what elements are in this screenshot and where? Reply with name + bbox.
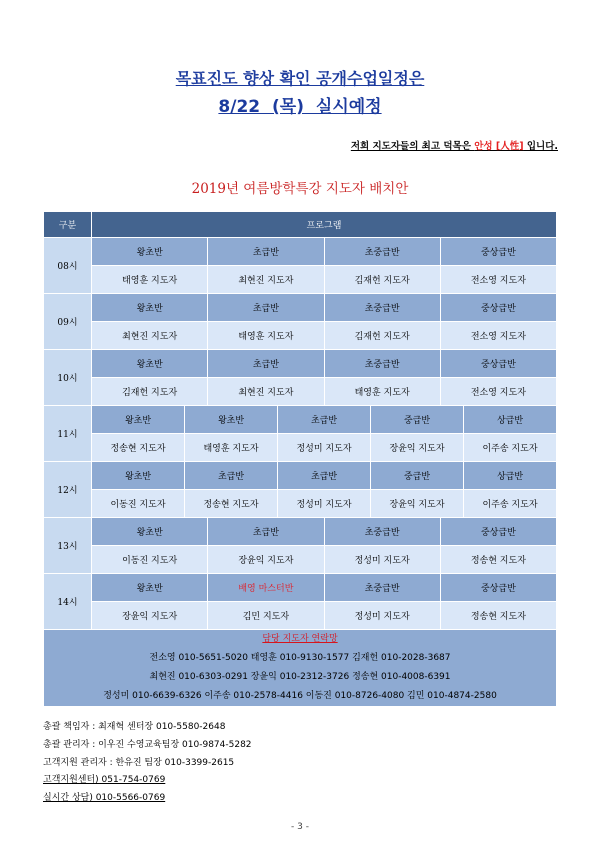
title-line-2: 8/22 (목) 실시예정	[218, 97, 382, 117]
footer-contacts	[43, 719, 252, 808]
teacher-cell: 이주송 지도자	[464, 434, 557, 462]
class-cell: 중급반	[371, 462, 464, 490]
class-cell: 왕초반	[185, 406, 278, 434]
class-cell: 중상급반	[440, 574, 556, 602]
header-category: 구분	[44, 212, 92, 238]
teacher-cell: 태영훈 지도자	[92, 266, 208, 294]
class-cell: 왕초반	[92, 350, 208, 378]
header-program: 프로그램	[92, 212, 557, 238]
footer-line-live-chat: 실시간 상담) 010-5566-0769	[43, 793, 166, 804]
class-cell: 상급반	[464, 406, 557, 434]
motto-prefix: 저희 지도자들의 최고 덕목은	[350, 141, 475, 152]
class-cell: 상급반	[464, 462, 557, 490]
class-cell: 왕초반	[92, 574, 208, 602]
teacher-cell: 정송현 지도자	[440, 546, 556, 574]
teacher-cell: 이동진 지도자	[92, 546, 208, 574]
contact-cell	[44, 630, 557, 707]
class-cell: 초급반	[208, 350, 324, 378]
class-cell: 중상급반	[440, 294, 556, 322]
teacher-cell: 장윤익 지도자	[371, 434, 464, 462]
class-cell: 초중급반	[324, 238, 440, 266]
class-cell: 초급반	[185, 462, 278, 490]
class-cell: 초중급반	[324, 518, 440, 546]
footer-line-support-center: 고객지원센터) 051-754-0769	[43, 775, 166, 786]
teacher-cell: 이동진 지도자	[92, 490, 185, 518]
motto-suffix: 입니다.	[523, 141, 558, 152]
teacher-cell: 정성미 지도자	[278, 490, 371, 518]
time-cell: 11시	[44, 406, 92, 462]
time-cell: 13시	[44, 518, 92, 574]
teacher-cell: 최현진 지도자	[92, 322, 208, 350]
teacher-cell: 정성미 지도자	[324, 546, 440, 574]
contact-line: 전소영 010-5651-5020 태영훈 010-9130-1577 김재헌 010-2028-3687	[149, 653, 451, 663]
class-cell: 초급반	[278, 406, 371, 434]
teacher-cell: 김재헌 지도자	[324, 266, 440, 294]
class-cell: 중상급반	[440, 238, 556, 266]
contact-line: 최현진 010-6303-0291 장윤익 010-2312-3726 정송현 010-4008-6391	[149, 672, 451, 682]
teacher-cell: 장윤익 지도자	[92, 602, 208, 630]
teacher-cell: 정성미 지도자	[278, 434, 371, 462]
plan-title: 2019년 여름방학특강 지도자 배치안	[191, 181, 409, 197]
time-cell: 12시	[44, 462, 92, 518]
teacher-cell: 김재헌 지도자	[324, 322, 440, 350]
class-cell: 왕초반	[92, 462, 185, 490]
contact-title: 담당 지도자 연락망	[262, 634, 338, 644]
footer-line-manager: 총괄 책임자 : 최재혁 센터장 010-5580-2648	[43, 722, 226, 732]
time-cell: 14시	[44, 574, 92, 630]
class-cell: 왕초반	[92, 238, 208, 266]
class-cell: 초급반	[208, 294, 324, 322]
class-cell: 왕초반	[92, 406, 185, 434]
class-cell: 중급반	[371, 406, 464, 434]
teacher-cell: 전소영 지도자	[440, 322, 556, 350]
teacher-cell: 장윤익 지도자	[371, 490, 464, 518]
class-cell: 중상급반	[440, 518, 556, 546]
teacher-cell: 김민 지도자	[208, 602, 324, 630]
class-cell-highlight: 배영 마스터반	[208, 574, 324, 602]
footer-line-admin: 총괄 관리자 : 이우진 수영교육팀장 010-9874-5282	[43, 739, 252, 750]
teacher-cell: 정송현 지도자	[185, 490, 278, 518]
teacher-cell: 정송현 지도자	[440, 602, 556, 630]
teacher-cell: 전소영 지도자	[440, 378, 556, 406]
class-cell: 초중급반	[324, 294, 440, 322]
contact-line: 정성미 010-6639-6326 이주송 010-2578-4416 이동진 010-8726-4080 김민 010-4874-2580	[103, 691, 497, 701]
time-cell: 09시	[44, 294, 92, 350]
teacher-cell: 정성미 지도자	[324, 602, 440, 630]
class-cell: 초중급반	[324, 574, 440, 602]
teacher-cell: 태영훈 지도자	[208, 322, 324, 350]
class-cell: 중상급반	[440, 350, 556, 378]
teacher-cell: 최현진 지도자	[208, 378, 324, 406]
class-cell: 왕초반	[92, 294, 208, 322]
teacher-cell: 이주송 지도자	[464, 490, 557, 518]
schedule-table	[43, 211, 557, 707]
teacher-cell: 김재헌 지도자	[92, 378, 208, 406]
title-line-1: 목표진도 향상 확인 공개수업일정은	[175, 69, 425, 88]
class-cell: 왕초반	[92, 518, 208, 546]
motto	[351, 138, 558, 152]
motto-highlight: 안성 [人性]	[474, 141, 524, 152]
teacher-cell: 태영훈 지도자	[185, 434, 278, 462]
teacher-cell: 최현진 지도자	[208, 266, 324, 294]
time-cell: 08시	[44, 238, 92, 294]
footer-line-support-manager: 고객지원 관리자 : 한유진 팀장 010-3399-2615	[43, 757, 235, 768]
class-cell: 초급반	[278, 462, 371, 490]
class-cell: 초급반	[208, 238, 324, 266]
time-cell: 10시	[44, 350, 92, 406]
teacher-cell: 장윤익 지도자	[208, 546, 324, 574]
teacher-cell: 전소영 지도자	[440, 266, 556, 294]
class-cell: 초급반	[208, 518, 324, 546]
teacher-cell: 태영훈 지도자	[324, 378, 440, 406]
class-cell: 초중급반	[324, 350, 440, 378]
page-number: - 3 -	[291, 822, 309, 832]
teacher-cell: 정송현 지도자	[92, 434, 185, 462]
